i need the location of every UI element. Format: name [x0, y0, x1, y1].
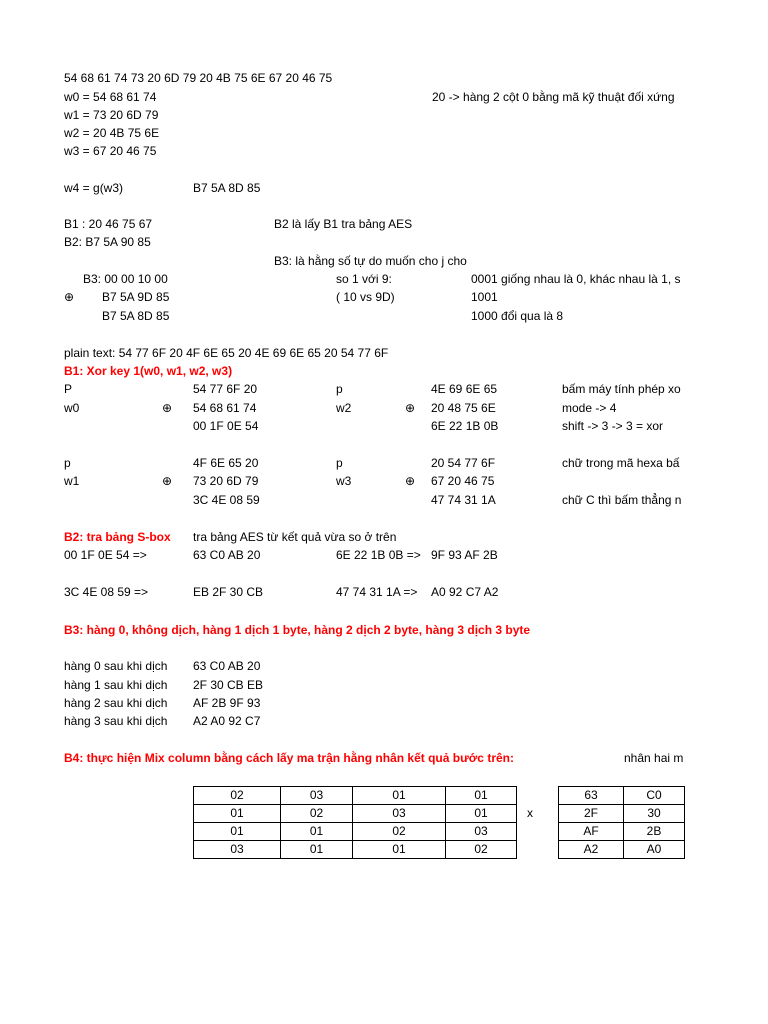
block2-result: 6E 22 1B 0B [431, 419, 499, 433]
hex-line: 54 68 61 74 73 20 6D 79 20 4B 75 6E 67 20 46 75 [64, 71, 333, 85]
sbox-output: EB 2F 30 CB [193, 585, 264, 599]
shift-row-label: hàng 3 sau khi dịch [64, 714, 168, 728]
calc-note: chữ C thì bấm thẳng n [562, 493, 682, 507]
matrix-cell: 02 [353, 823, 446, 841]
g-step-result: B7 5A 8D 85 [102, 309, 170, 323]
p-label: p [336, 456, 343, 470]
block3-result: 47 74 31 1A [431, 493, 496, 507]
matrix-cell: 01 [281, 823, 353, 841]
matrix-cell: 02 [281, 805, 353, 823]
matrix-row [559, 805, 685, 823]
binary-1000: 1000 đổi qua là 8 [471, 309, 564, 323]
shift-row-value: 63 C0 AB 20 [193, 659, 261, 673]
matrix-cell: 01 [446, 805, 517, 823]
calc-note: mode -> 4 [562, 401, 617, 415]
sbox-output: A0 92 C7 A2 [431, 585, 499, 599]
matrix-cell: 03 [281, 787, 353, 805]
matrix-row [194, 841, 517, 859]
sbox-input: 00 1F 0E 54 => [64, 548, 147, 562]
sbox-input: 6E 22 1B 0B => [336, 548, 421, 562]
plain-text-line: plain text: 54 77 6F 20 4F 6E 65 20 4E 69 6E 65 20 54 77 6F [64, 346, 389, 360]
shift-row-label: hàng 2 sau khi dịch [64, 696, 168, 710]
sbox-desc: tra bảng AES từ kết quả vừa so ở trên [193, 530, 397, 544]
w4-value: B7 5A 8D 85 [193, 181, 261, 195]
w4-line: w4 = g(w3) [64, 181, 124, 195]
block2-key: 20 48 75 6E [431, 401, 496, 415]
xor-symbol: ⊕ [405, 401, 416, 415]
xor-symbol: ⊕ [64, 290, 75, 304]
matrix-cell: A2 [559, 841, 624, 859]
matrix-row [194, 787, 517, 805]
matrix-cell: A0 [624, 841, 685, 859]
g-step-b3: B3: 00 00 10 00 [83, 272, 168, 286]
matrix-cell: 2F [559, 805, 624, 823]
w3-line: w3 = 67 20 46 75 [64, 144, 157, 158]
matrix-row [559, 823, 685, 841]
matrix-cell: C0 [624, 787, 685, 805]
g-step-b2: B2: B7 5A 90 85 [64, 235, 151, 249]
w2-line: w2 = 20 4B 75 6E [64, 126, 160, 140]
w3-label: w3 [336, 474, 352, 488]
xor-symbol: ⊕ [162, 401, 173, 415]
matrix-cell: 02 [194, 787, 281, 805]
matrix-cell: 01 [353, 841, 446, 859]
matrix-cell: 01 [446, 787, 517, 805]
block1-key: 73 20 6D 79 [193, 474, 259, 488]
multiply-sign: x [527, 806, 533, 820]
w2-label: w2 [336, 401, 352, 415]
matrix-row [559, 787, 685, 805]
p-label: p [64, 456, 71, 470]
p-label: p [336, 382, 343, 396]
matrix-cell: 02 [446, 841, 517, 859]
shift-row-value: AF 2B 9F 93 [193, 696, 261, 710]
step1-title: B1: Xor key 1(w0, w1, w2, w3) [64, 364, 233, 378]
g-step-b2-line: B7 5A 9D 85 [102, 290, 170, 304]
matrix-row [194, 805, 517, 823]
g-step-b1: B1 : 20 46 75 67 [64, 217, 153, 231]
symmetric-note: 20 -> hàng 2 cột 0 bằng mã kỹ thuật đối xứng [432, 90, 675, 104]
block1-plain: 4F 6E 65 20 [193, 456, 259, 470]
shift-row-label: hàng 1 sau khi dịch [64, 678, 168, 692]
w0-line: w0 = 54 68 61 74 [64, 90, 157, 104]
block3-key: 67 20 46 75 [431, 474, 495, 488]
w0-label: w0 [64, 401, 80, 415]
matrix-cell: 03 [446, 823, 517, 841]
matrix-cell: 01 [194, 805, 281, 823]
calc-note: chữ trong mã hexa bấ [562, 456, 680, 470]
matrix-cell: 03 [353, 805, 446, 823]
shift-row-value: 2F 30 CB EB [193, 678, 264, 692]
block0-key: 54 68 61 74 [193, 401, 257, 415]
xor-symbol: ⊕ [162, 474, 173, 488]
g-step-b1-note: B2 là lấy B1 tra bảng AES [274, 217, 413, 231]
shift-row-value: A2 A0 92 C7 [193, 714, 261, 728]
step4-title: B4: thực hiện Mix column bằng cách lấy ma trận hằng nhân kết quả bước trên: [64, 751, 514, 765]
w1-line: w1 = 73 20 6D 79 [64, 108, 159, 122]
matrix-cell: 03 [194, 841, 281, 859]
xor-rule: 0001 giống nhau là 0, khác nhau là 1, s [471, 272, 681, 286]
step2-title: B2: tra bảng S-box [64, 530, 171, 544]
calc-note: bấm máy tính phép xo [562, 382, 681, 396]
p-label: P [64, 382, 73, 396]
matrix-cell: 01 [194, 823, 281, 841]
sbox-output: 9F 93 AF 2B [431, 548, 498, 562]
sbox-input: 47 74 31 1A => [336, 585, 418, 599]
matrix-cell: 30 [624, 805, 685, 823]
block2-plain: 4E 69 6E 65 [431, 382, 498, 396]
block0-plain: 54 77 6F 20 [193, 382, 258, 396]
xor-symbol: ⊕ [405, 474, 416, 488]
so1-label: so 1 với 9: [336, 272, 392, 286]
pair-label: ( 10 vs 9D) [336, 290, 395, 304]
shift-row-label: hàng 0 sau khi dịch [64, 659, 168, 673]
block0-result: 00 1F 0E 54 [193, 419, 259, 433]
mix-note: nhân hai m [624, 751, 684, 765]
sbox-input: 3C 4E 08 59 => [64, 585, 149, 599]
block3-plain: 20 54 77 6F [431, 456, 496, 470]
matrix-row [559, 841, 685, 859]
matrix-cell: 63 [559, 787, 624, 805]
block1-result: 3C 4E 08 59 [193, 493, 260, 507]
sbox-output: 63 C0 AB 20 [193, 548, 261, 562]
step3-title: B3: hàng 0, không dịch, hàng 1 dịch 1 byte, hàng 2 dịch 2 byte, hàng 3 dịch 3 byte [64, 623, 531, 637]
matrix-cell: AF [559, 823, 624, 841]
g-step-b3-note: B3: là hằng số tự do muốn cho j cho [274, 254, 467, 268]
constant-matrix [193, 786, 517, 859]
matrix-cell: 01 [281, 841, 353, 859]
calc-note: shift -> 3 -> 3 = xor [562, 419, 664, 433]
matrix-cell: 2B [624, 823, 685, 841]
w1-label: w1 [64, 474, 80, 488]
matrix-cell: 01 [353, 787, 446, 805]
matrix-row [194, 823, 517, 841]
state-matrix [558, 786, 685, 859]
binary-1001: 1001 [471, 290, 498, 304]
